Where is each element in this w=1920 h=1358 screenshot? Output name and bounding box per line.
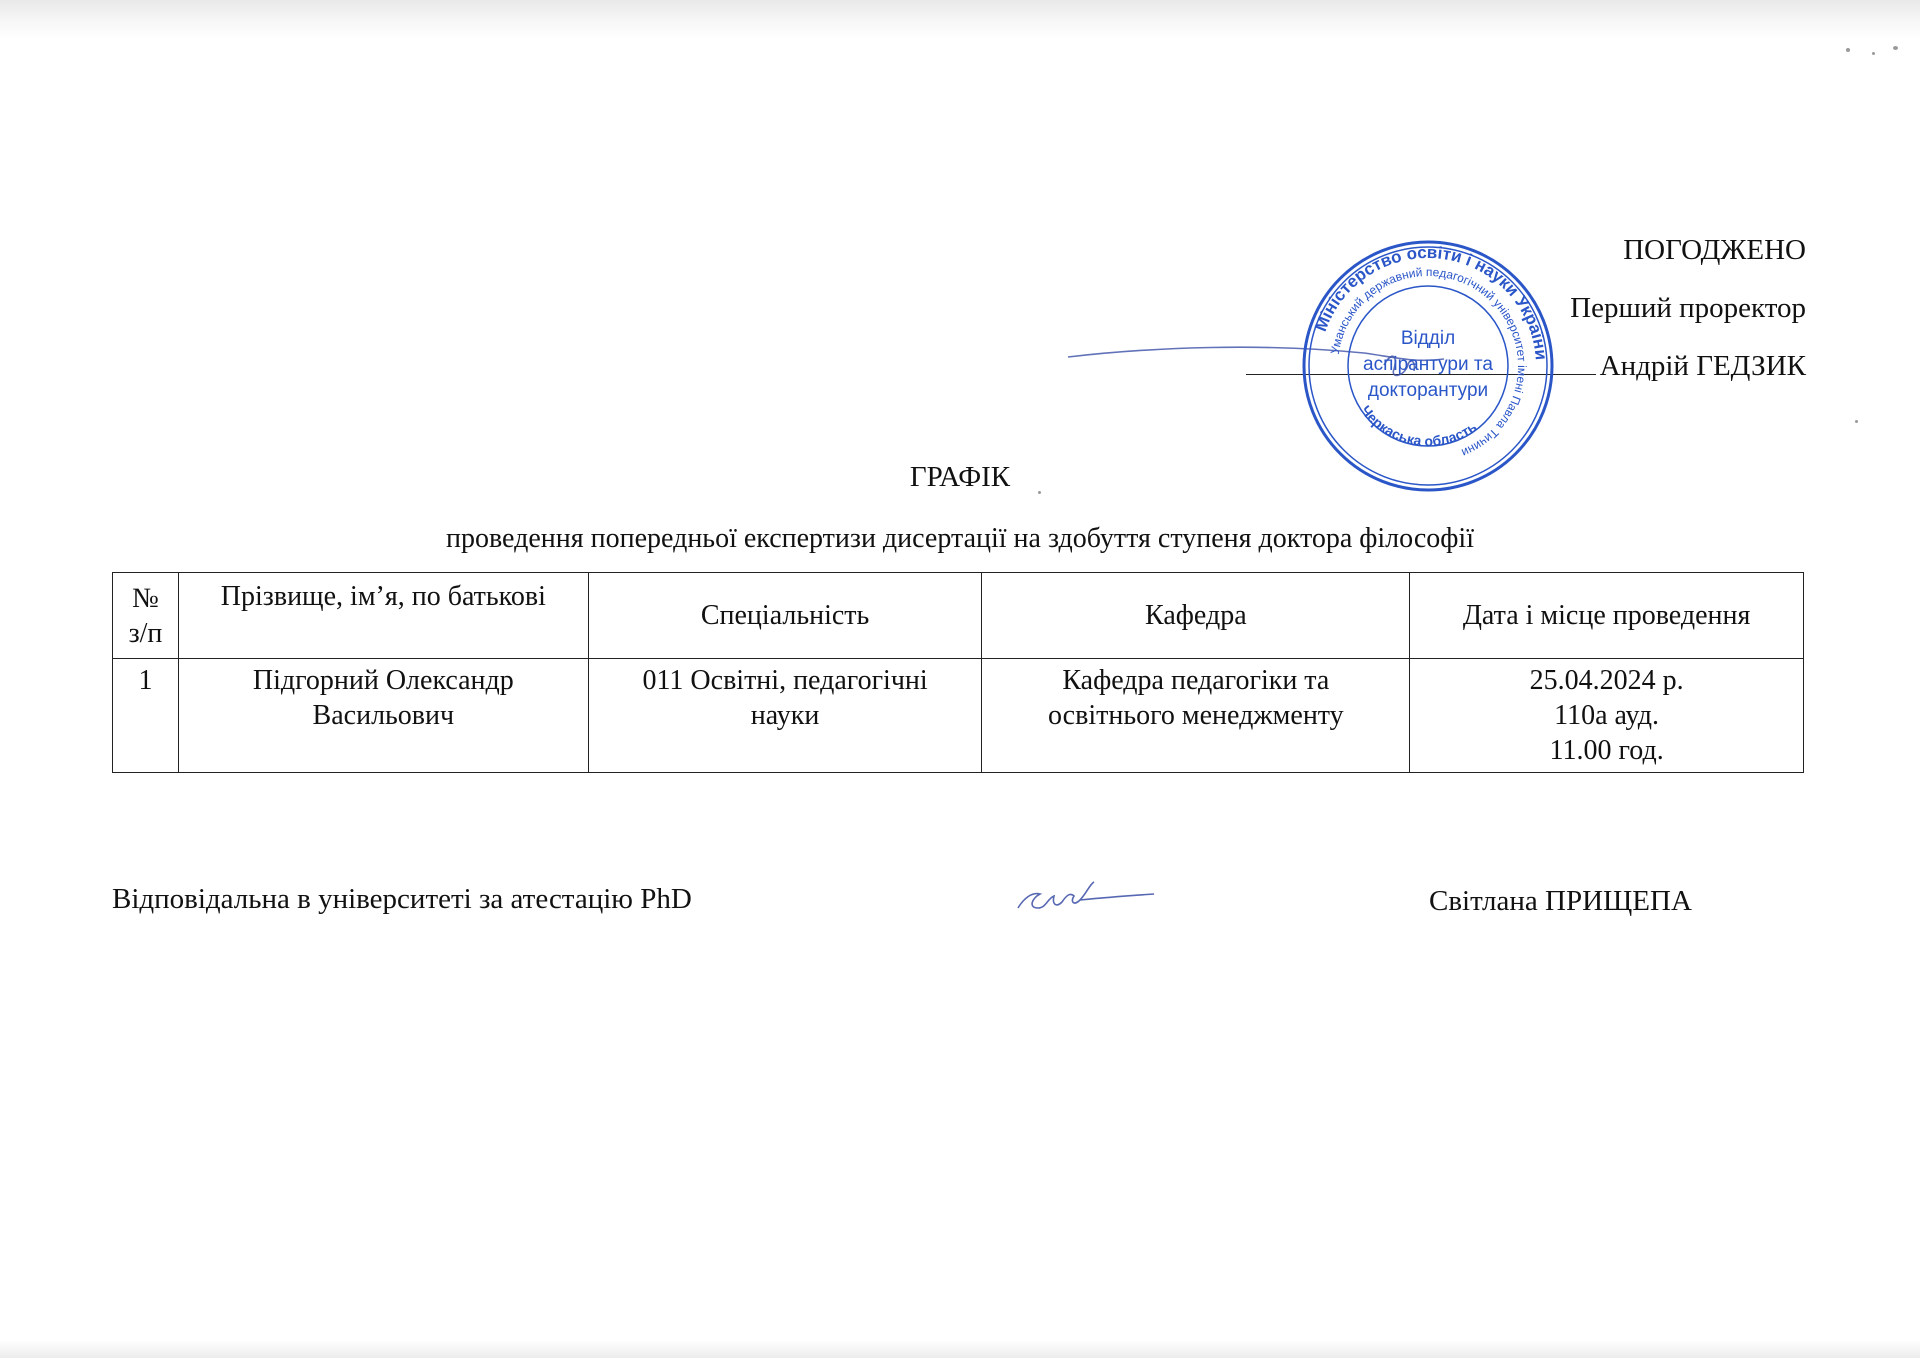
- header-specialty: Спеціальність: [588, 573, 982, 659]
- cell-specialty: [588, 659, 982, 773]
- cell-time: 11.00 год.: [1549, 735, 1664, 766]
- stamp-center-line-2: аспірантури та: [1363, 354, 1493, 375]
- scan-speck: [1872, 52, 1875, 55]
- department-stamp: [1298, 232, 1558, 500]
- cell-name-line-1: Підгорний Олександр: [252, 665, 514, 696]
- scan-speck: [1846, 48, 1850, 52]
- stamp-center-line-3: докторантури: [1367, 380, 1489, 401]
- cell-department-line-2: освітнього менеджменту: [1047, 700, 1344, 731]
- footer-name: Світлана ПРИЩЕПА: [1429, 885, 1692, 917]
- header-number-symbol: №: [132, 582, 159, 614]
- cell-specialty-line-2: науки: [750, 700, 820, 731]
- scan-edge-top: [0, 0, 1920, 40]
- approval-signatory: Андрій ГЕДЗИК: [1599, 350, 1806, 382]
- cell-specialty-line-1: 011 Освітні, педагогічні: [642, 665, 928, 696]
- cell-department-line-1: Кафедра педагогіки та: [1062, 665, 1330, 696]
- footer-signature-scribble: [1010, 870, 1160, 920]
- cell-date: 25.04.2024 р.: [1529, 665, 1684, 696]
- header-date-place: Дата і місце проведення: [1410, 573, 1804, 659]
- cell-name: [178, 659, 588, 773]
- footer-role: Відповідальна в університеті за атестацію PhD: [112, 883, 692, 915]
- schedule-table: [112, 572, 1804, 773]
- document-title: ГРАФІК: [909, 461, 1011, 493]
- cell-room: 110а ауд.: [1554, 700, 1660, 731]
- cell-date-place: [1410, 659, 1804, 773]
- stamp-inner-text: Уманський державний педагогічний університет імені Павла Тичини: [1327, 264, 1530, 460]
- scan-speck: [1855, 420, 1858, 423]
- scan-speck: [1893, 46, 1898, 50]
- cell-number: 1: [113, 659, 179, 773]
- table-header-row: [113, 573, 1804, 659]
- header-name: Прізвище, ім’я, по батькові: [178, 573, 588, 659]
- stamp-outer-text: Міністерство освіти і науки України: [1311, 242, 1551, 361]
- stamp-region-text: Черкаська область: [1357, 402, 1480, 450]
- cell-name-line-2: Васильович: [312, 700, 455, 731]
- table-row: [113, 659, 1804, 773]
- header-number: [113, 573, 179, 659]
- document-subtitle: проведення попередньої експертизи дисертації на здобуття ступеня доктора філософії: [446, 523, 1474, 554]
- cell-department: [982, 659, 1410, 773]
- header-number-abbr: з/п: [128, 617, 163, 649]
- approval-status: ПОГОДЖЕНО: [1623, 234, 1806, 266]
- header-department: Кафедра: [982, 573, 1410, 659]
- approval-position: Перший проректор: [1570, 292, 1806, 324]
- stamp-center-line-1: Відділ: [1400, 328, 1456, 349]
- scan-edge-bottom: [0, 1340, 1920, 1358]
- svg-text:Черкаська область: [1358, 402, 1480, 449]
